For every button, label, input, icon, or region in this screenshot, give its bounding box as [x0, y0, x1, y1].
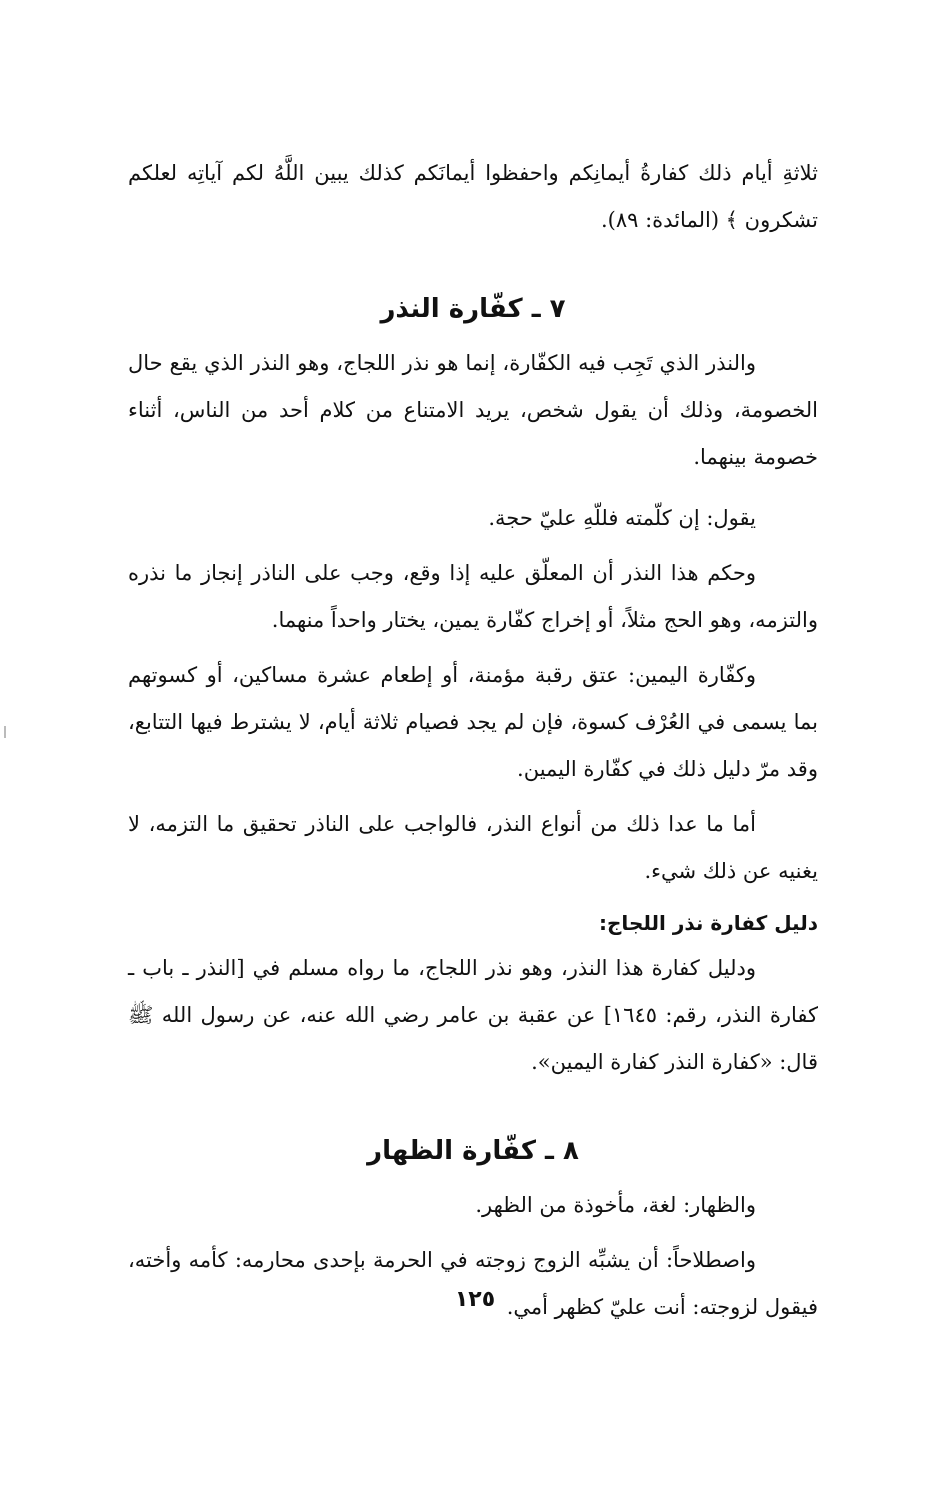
margin-mark: [4, 726, 6, 738]
section-7-paragraph-6: ودليل كفارة هذا النذر، وهو نذر اللجاج، ما رواه مسلم في [النذر ـ باب ـ كفارة النذر، رقم: ١٦٤٥] عن عقبة بن عامر رضي الله عنه، عن رسول الله ﷺ قال: «كفارة النذر كفارة اليمين».: [128, 956, 818, 1074]
section-7-paragraph-3: وحكم هذا النذر أن المعلّق عليه إذا وقع، وجب على الناذر إنجاز ما نذره والتزمه، وهو الحج مثلاً، أو إخراج كفّارة يمين، يختار واحداً منهما.: [128, 561, 818, 632]
section-7-paragraph-5: أما ما عدا ذلك من أنواع النذر، فالواجب على الناذر تحقيق ما التزمه، لا يغنيه عن ذلك شيء.: [128, 812, 818, 883]
intro-verse-continuation: ثلاثةِ أيام ذلك كفارةُ أيمانِكم واحفظوا أيمانَكم كذلك يبين اللَّهُ لكم آياتِه لعلكم تشكرون ﴾ (المائدة: ٨٩).: [128, 161, 818, 232]
section-8-heading: ٨ ـ كفّارة الظهار: [367, 1136, 579, 1166]
section-7-paragraph-2: يقول: إن كلّمته فللّهِ عليّ حجة.: [488, 506, 756, 530]
section-7-paragraph-4: وكفّارة اليمين: عتق رقبة مؤمنة، أو إطعام عشرة مساكين، أو كسوتهم بما يسمى في العُرْف كسوة، فإن لم يجد فصيام ثلاثة أيام، لا يشترط فيها التتابع، وقد مرّ دليل ذلك في كفّارة اليمين.: [128, 663, 818, 781]
section-7-heading: ٧ ـ كفّارة النذر: [380, 294, 566, 324]
evidence-subheading: دليل كفارة نذر اللجاج:: [599, 911, 818, 935]
section-8-paragraph-1: والظهار: لغة، مأخوذة من الظهر.: [475, 1193, 756, 1217]
page-number: ١٢٥: [454, 1287, 496, 1312]
section-7-paragraph-1: والنذر الذي تَجِب فيه الكفّارة، إنما هو نذر اللجاج، وهو النذر الذي يقع حال الخصومة، وذلك أن يقول شخص، يريد الامتناع من كلام أحد من الناس، أثناء خصومة بينهما.: [128, 351, 818, 469]
section-8-paragraph-2: واصطلاحاً: أن يشبِّه الزوج زوجته في الحرمة بإحدى محارمه: كأمه وأخته، فيقول لزوجته: أنت عليّ كظهر أمي.: [128, 1248, 818, 1319]
page-body: [128, 150, 818, 1331]
